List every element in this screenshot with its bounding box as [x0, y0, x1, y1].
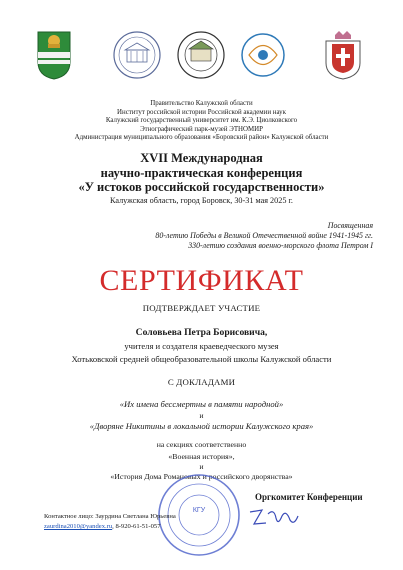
participant-name: Соловьева Петра Борисовича,	[135, 327, 268, 338]
dedication-heading: Посвященная	[327, 221, 373, 230]
ethnomir-museum-logo-icon	[241, 30, 286, 80]
contact-details	[44, 522, 161, 531]
dedication-line: 80-летию Победы в Великой Отечественной войне 1941-1945 гг.	[155, 231, 373, 240]
organizer-line: Этнографический парк-музей ЭТНОМИР	[140, 125, 263, 133]
academy-of-sciences-logo-icon	[112, 30, 162, 80]
conjunction: и	[199, 462, 204, 471]
organizer-line: Правительство Калужской области	[150, 100, 253, 107]
borovsk-coat-of-arms-icon	[322, 30, 364, 80]
conference-title-line: XVII Международная	[140, 151, 263, 165]
organizing-committee: Оргкомитет Конференции	[255, 492, 363, 502]
signature-icon	[246, 504, 300, 534]
contact-email-link[interactable]: zaurdina2010@yandex.ru	[44, 523, 113, 530]
dedication-line: 330-летию создания военно-морского флота Петром I	[188, 241, 373, 250]
kaluga-university-seal-icon	[170, 30, 232, 80]
confirms-participation: ПОДТВЕРЖДАЕТ УЧАСТИЕ	[142, 303, 261, 313]
conference-title	[0, 151, 403, 195]
stamp-text: КГУ	[192, 507, 206, 514]
contact-phone: , 8-920-61-51-057	[112, 523, 161, 530]
organizer-line: Администрация муниципального образования «Боровский район» Калужской области	[74, 134, 329, 142]
report-title: «Их имена бессмертны в памяти народной»	[119, 399, 284, 409]
organizers-list	[0, 100, 403, 143]
organizer-line: Институт российской истории Российской академии наук	[117, 108, 286, 116]
section-name: «Военная история»,	[168, 452, 235, 461]
with-reports: С ДОКЛАДАМИ	[167, 377, 236, 387]
section-name: «История Дома Романовых и российского дворянства»	[110, 472, 293, 481]
participant-role: учителя и создателя краеведческого музея	[124, 341, 279, 351]
sections-intro: на секциях соответственно	[156, 440, 247, 449]
conference-title-line: «У истоков российской государственности»	[78, 180, 325, 194]
organizer-line: Калужский государственный университет им. К.Э. Циолковского	[105, 117, 298, 125]
dedication	[53, 221, 373, 251]
report-title: «Дворяне Никитины в локальной истории Калужского края»	[89, 421, 314, 431]
conjunction: и	[199, 411, 204, 420]
certificate-title: СЕРТИФИКАТ	[99, 264, 304, 297]
conference-place-date: Калужская область, город Боровск, 30-31 мая 2025 г.	[110, 196, 293, 205]
contact-person: Контактное лицо: Заурдина Светлана Юрьевна	[44, 513, 176, 520]
participant-school: Хотьковской средней общеобразовательной школы Калужской области	[71, 354, 332, 364]
conference-title-line: научно-практическая конференция	[100, 165, 303, 180]
kaluga-region-coat-of-arms-icon	[36, 30, 72, 80]
